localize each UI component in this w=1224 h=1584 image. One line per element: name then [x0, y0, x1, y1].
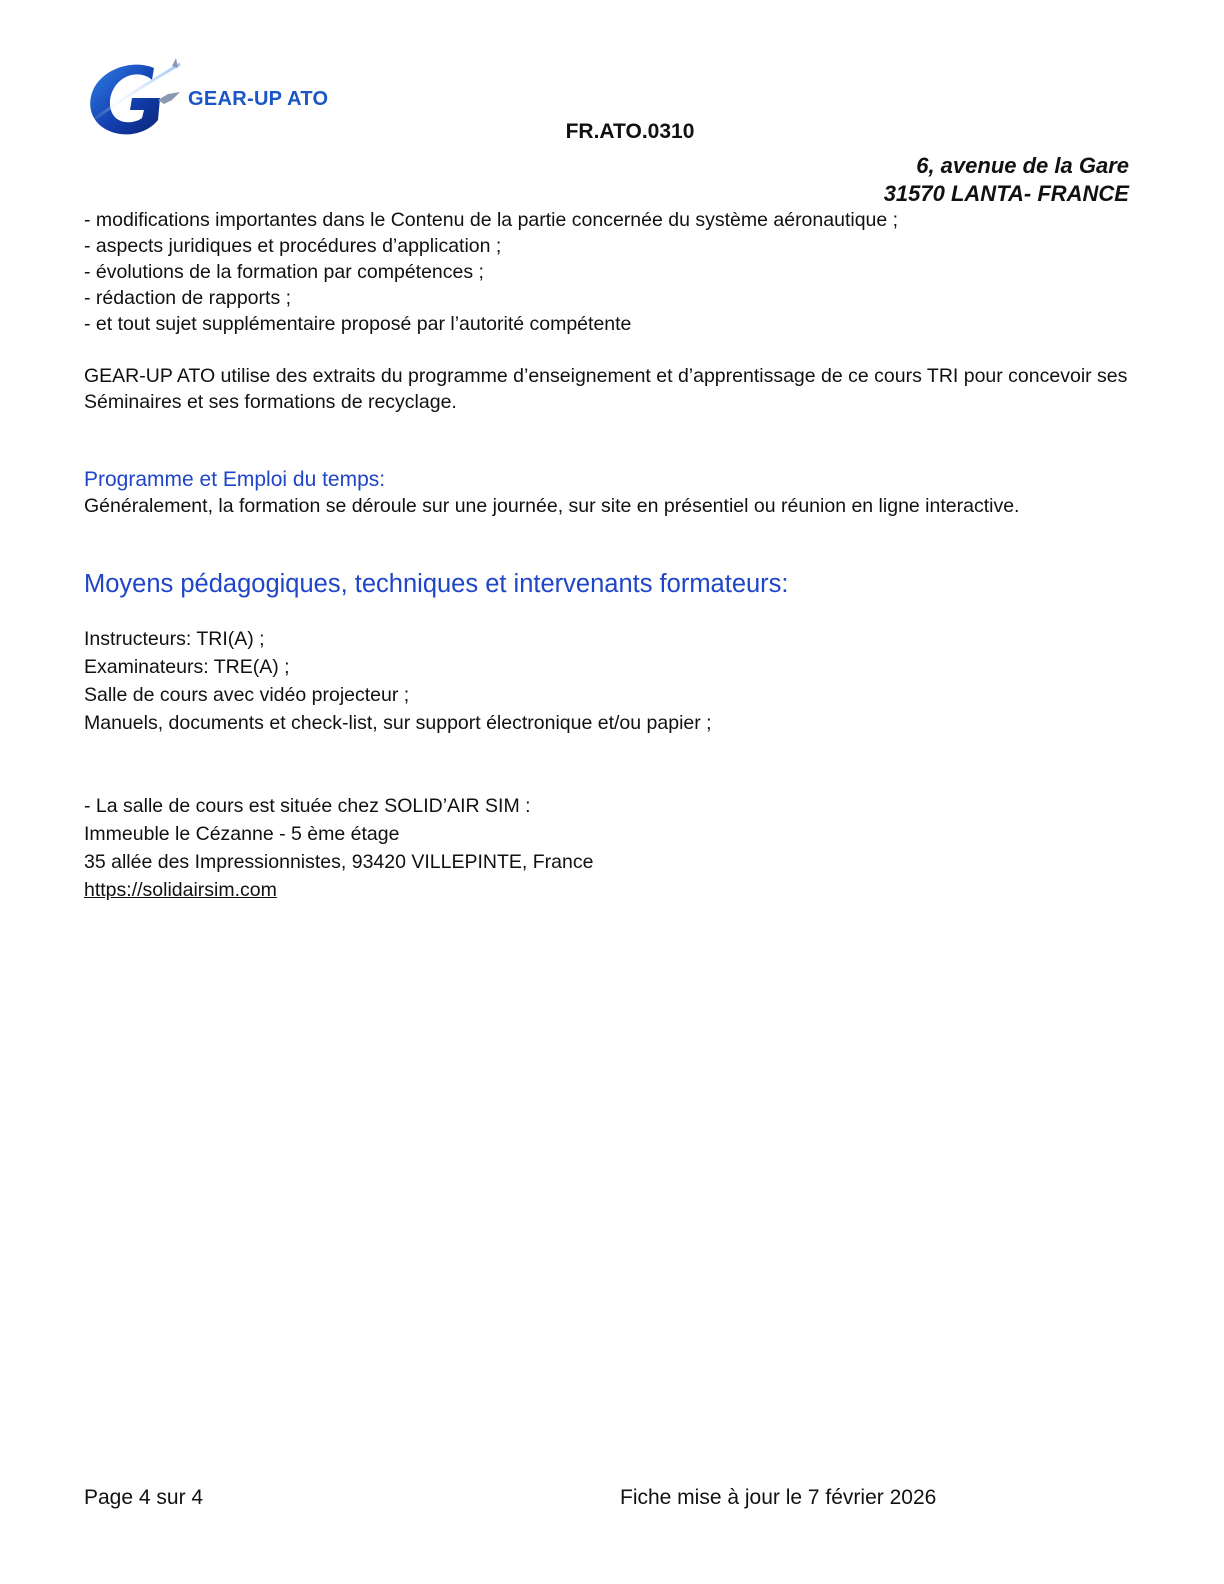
address-block: [884, 152, 1129, 208]
list-item: - évolutions de la formation par compétences ;: [84, 261, 484, 283]
bullet-list: [84, 207, 1144, 337]
list-item: - modifications importantes dans le Contenu de la partie concernée du système aéronautique ;: [84, 209, 899, 231]
list-item: - rédaction de rapports ;: [84, 287, 292, 309]
page-content: [84, 207, 1144, 904]
list-item: - et tout sujet supplémentaire proposé par l’autorité compétente: [84, 313, 632, 335]
moyens-line: Examinateurs: TRE(A) ;: [84, 656, 290, 678]
location-line: 35 allée des Impressionnistes, 93420 VILLEPINTE, France: [84, 851, 594, 873]
location-block: [84, 792, 1144, 904]
moyens-list: [84, 625, 1144, 737]
programme-text: Généralement, la formation se déroule sur une journée, sur site en présentiel ou réunion en ligne interactive.: [84, 495, 1020, 517]
moyens-line: Salle de cours avec vidéo projecteur ;: [84, 684, 410, 706]
page-number: Page 4 sur 4: [84, 1486, 204, 1509]
update-date: Fiche mise à jour le 7 février 2026: [620, 1486, 937, 1509]
address-line-1: 6, avenue de la Gare: [916, 153, 1129, 178]
programme-heading: Programme et Emploi du temps:: [84, 468, 386, 491]
location-line: - La salle de cours est située chez SOLID’AIR SIM :: [84, 795, 531, 817]
logo-text: GEAR-UP ATO: [188, 88, 329, 110]
intro-paragraph: GEAR-UP ATO utilise des extraits du programme d’enseignement et d’apprentissage de ce cours TRI pour concevoir ses Séminaires et ses formations de recyclage.: [84, 365, 1128, 413]
solidairsim-link[interactable]: https://solidairsim.com: [84, 879, 277, 901]
list-item: - aspects juridiques et procédures d’application ;: [84, 235, 502, 257]
moyens-line: Instructeurs: TRI(A) ;: [84, 628, 265, 650]
location-line: Immeuble le Cézanne - 5 ème étage: [84, 823, 400, 845]
document-reference: FR.ATO.0310: [565, 120, 695, 143]
moyens-line: Manuels, documents et check-list, sur support électronique et/ou papier ;: [84, 712, 712, 734]
address-line-2: 31570 LANTA- FRANCE: [883, 181, 1129, 206]
moyens-heading: Moyens pédagogiques, techniques et intervenants formateurs:: [84, 570, 789, 598]
